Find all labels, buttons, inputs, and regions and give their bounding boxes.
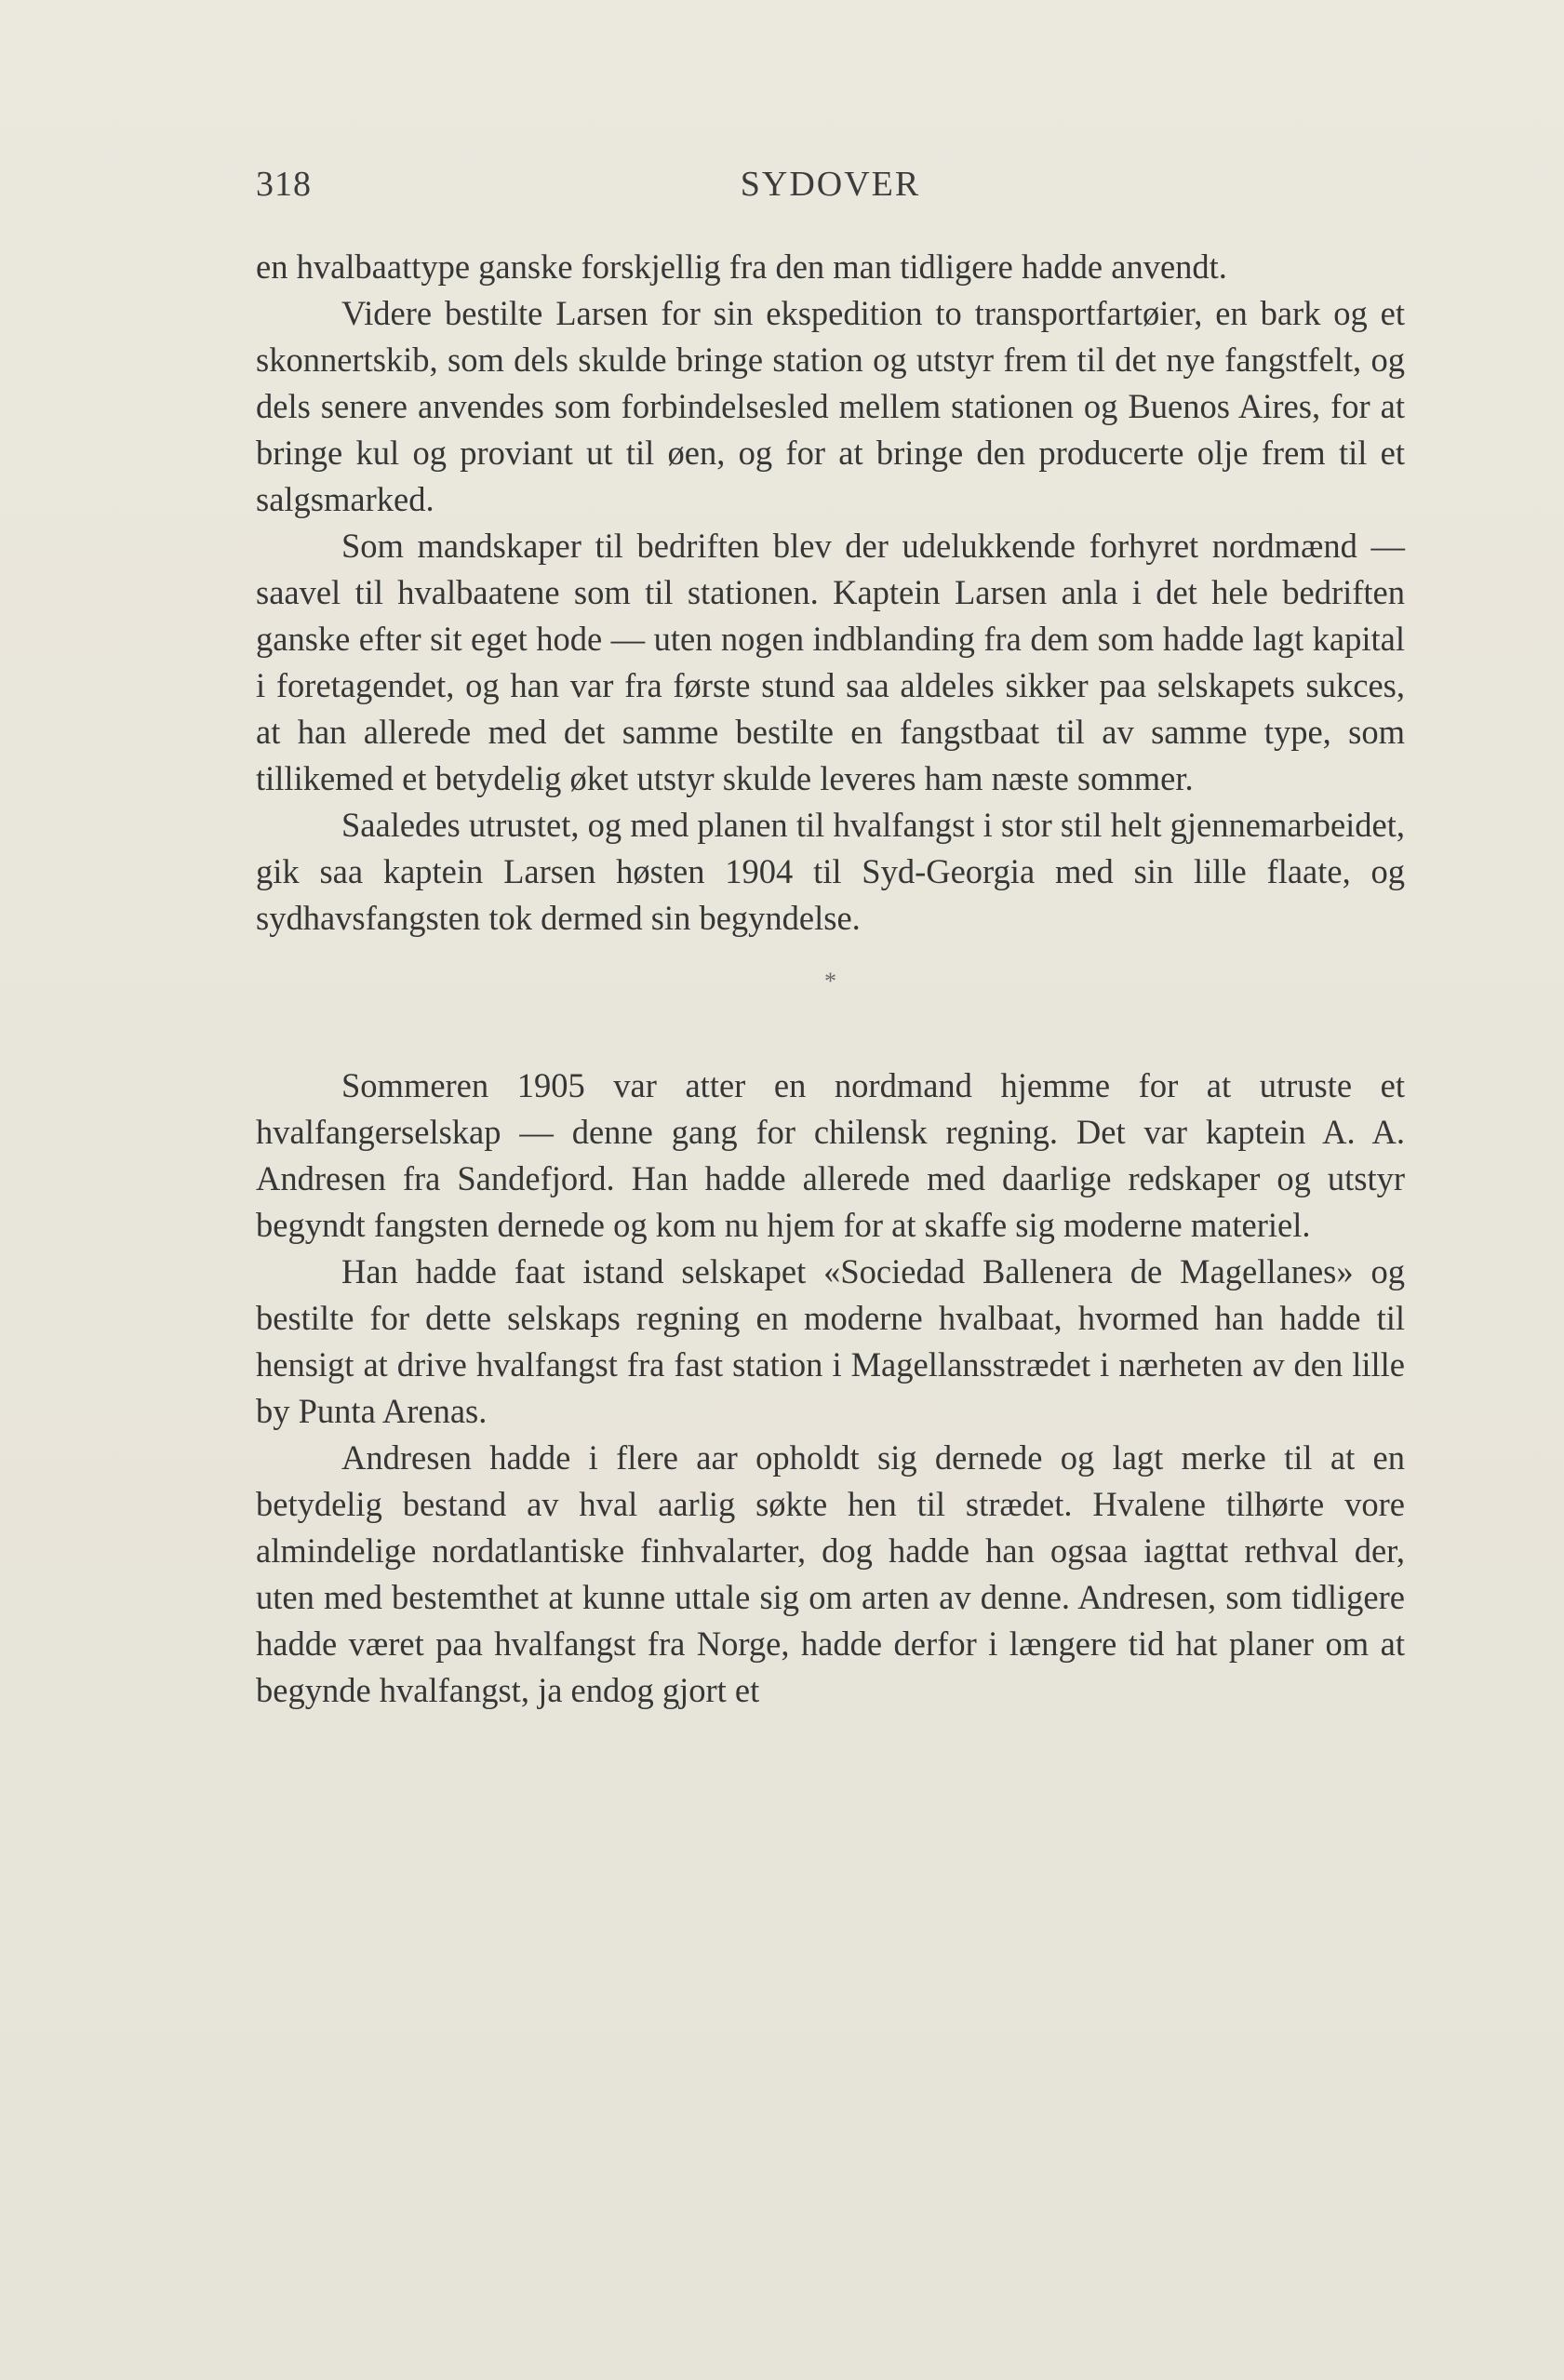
page-number: 318 (256, 165, 312, 204)
running-head: SYDOVER (740, 165, 921, 204)
section-separator: * (824, 968, 836, 995)
paragraph: Andresen hadde i flere aar opholdt sig dernede og lagt merke til at en betydelig bestand av hval aarlig søkte hen til strædet. Hvalene tilhørte vore almindelige nordatlantiske finhvalarter, dog hadde han ogsaa iagttat rethval der, uten med bestemthet at kunne uttale sig om arten av denne. Andresen, som tidligere hadde været paa hvalfangst fra Norge, hadde derfor i længere tid hat planer om at begynde hvalfangst, ja endog gjort et (256, 1438, 1405, 1709)
paragraph: Som mandskaper til bedriften blev der udelukkende forhyret nordmænd — saavel til hvalbaatene som til stationen. Kaptein Larsen anla i det hele bedriften ganske efter sit eget hode — uten nogen indblanding fra dem som hadde lagt kapital i foretagendet, og han var fra første stund saa aldeles sikker paa selskapets sukces, at han allerede med det samme bestilte en fangstbaat til av samme type, som tillikemed et betydelig øket utstyr skulde leveres ham næste sommer. (256, 527, 1405, 797)
paragraph: Saaledes utrustet, og med planen til hvalfangst i stor stil helt gjennemarbeidet, gik saa kaptein Larsen høsten 1904 til Syd-Georgia med sin lille flaate, og sydhavsfangsten tok dermed sin begyndelse. (256, 806, 1405, 937)
paragraph: en hvalbaattype ganske forskjellig fra den man tidligere hadde anvendt. (256, 247, 1227, 286)
paragraph: Videre bestilte Larsen for sin ekspedition to transportfartøier, en bark og et skonnertskib, som dels skulde bringe station og utstyr frem til det nye fangstfelt, og dels senere anvendes som forbindelsesled mellem stationen og Buenos Aires, for at bringe kul og proviant ut til øen, og for at bringe den producerte olje frem til et salgsmarked. (256, 294, 1405, 518)
paragraph: Han hadde faat istand selskapet «Sociedad Ballenera de Magellanes» og bestilte for dette selskaps regning en moderne hvalbaat, hvormed han hadde til hensigt at drive hvalfangst fra fast station i Magellansstrædet i nærheten av den lille by Punta Arenas. (256, 1252, 1405, 1430)
paragraph: Sommeren 1905 var atter en nordmand hjemme for at utruste et hvalfangerselskap — denne gang for chilensk regning. Det var kaptein A. A. Andresen fra Sandefjord. Han hadde allerede med daarlige redskaper og utstyr begyndt fangsten dernede og kom nu hjem for at skaffe sig moderne materiel. (256, 1066, 1405, 1244)
page-header (256, 164, 1405, 220)
body-text (256, 244, 1405, 1714)
